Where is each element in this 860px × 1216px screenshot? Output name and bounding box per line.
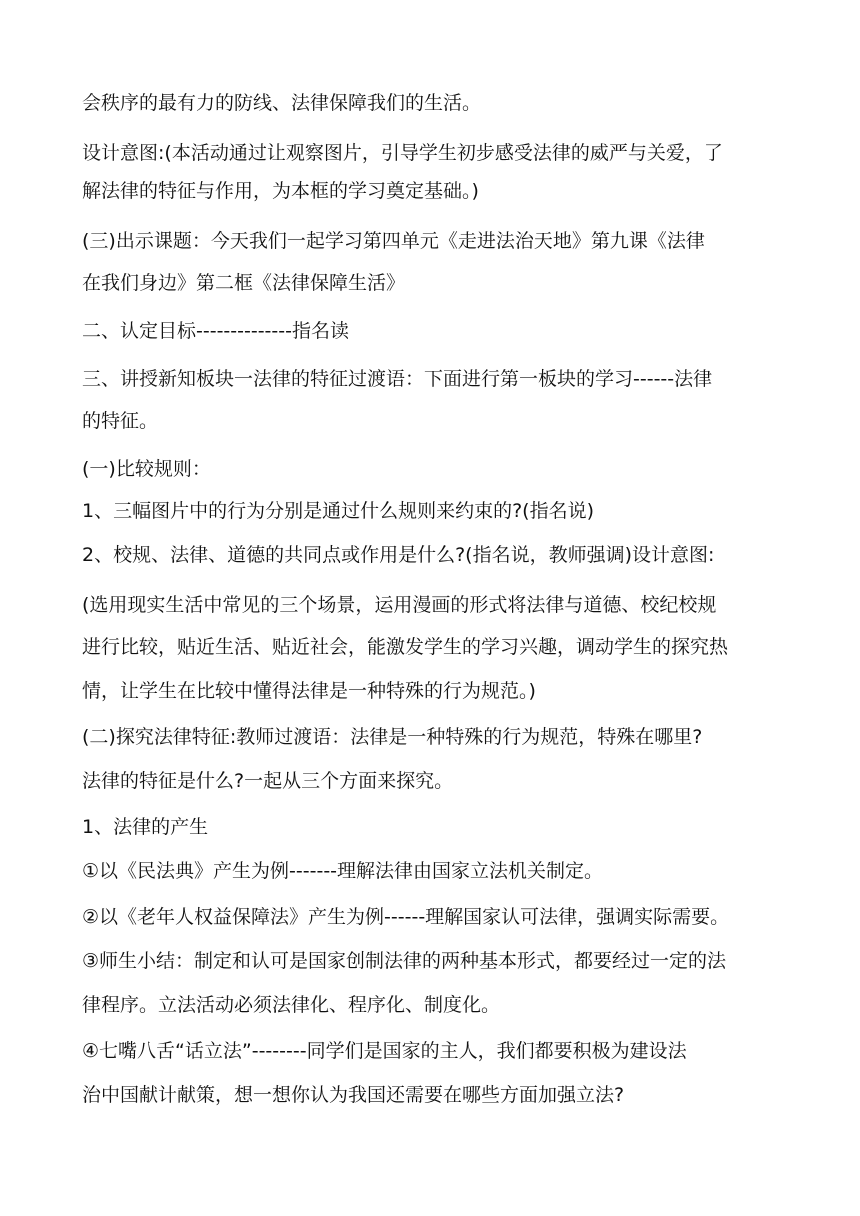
text-line: (二)探究法律特征:教师过渡语：法律是一种特殊的行为规范，特殊在哪里? xyxy=(82,726,703,748)
text-line: 会秩序的最有力的防线、法律保障我们的生活。 xyxy=(82,92,482,114)
text-line: 1、三幅图片中的行为分别是通过什么规则来约束的?(指名说) xyxy=(82,500,594,522)
text-line: (选用现实生活中常见的三个场景，运用漫画的形式将法律与道德、校纪校规 xyxy=(82,594,717,616)
text-line: 2、校规、法律、道德的共同点或作用是什么?(指名说，教师强调)设计意图: xyxy=(82,544,715,566)
text-line: ④七嘴八舌“话立法”--------同学们是国家的主人，我们都要积极为建设法 xyxy=(82,1040,687,1062)
text-line: ②以《老年人权益保障法》产生为例------理解国家认可法律，强调实际需要。 xyxy=(82,906,730,928)
text-line: 三、讲授新知板块一法律的特征过渡语：下面进行第一板块的学习------法律 xyxy=(82,368,713,390)
text-line: 进行比较，贴近生活、贴近社会，能激发学生的学习兴趣，调动学生的探究热 xyxy=(82,636,729,658)
text-line: 解法律的特征与作用，为本框的学习奠定基础。) xyxy=(82,180,479,202)
text-line: ①以《民法典》产生为例-------理解法律由国家立法机关制定。 xyxy=(82,860,604,882)
text-line: (一)比较规则： xyxy=(82,458,211,480)
text-line: ③师生小结：制定和认可是国家创制法律的两种基本形式，都要经过一定的法 xyxy=(82,950,727,972)
text-line: (三)出示课题：今天我们一起学习第四单元《走进法治天地》第九课《法律 xyxy=(82,230,705,252)
text-line: 二、认定目标--------------指名读 xyxy=(82,320,349,342)
text-line: 在我们身边》第二框《法律保障生活》 xyxy=(82,272,406,294)
text-line: 1、法律的产生 xyxy=(82,816,209,838)
text-line: 的特征。 xyxy=(82,410,159,432)
text-line: 法律的特征是什么?一起从三个方面来探究。 xyxy=(82,770,454,792)
text-line: 治中国献计献策，想一想你认为我国还需要在哪些方面加强立法? xyxy=(82,1084,625,1106)
text-line: 律程序。立法活动必须法律化、程序化、制度化。 xyxy=(82,994,501,1016)
text-line: 设计意图:(本活动通过让观察图片，引导学生初步感受法律的威严与关爱，了 xyxy=(82,142,723,164)
text-line: 情，让学生在比较中懂得法律是一种特殊的行为规范。) xyxy=(82,680,536,702)
